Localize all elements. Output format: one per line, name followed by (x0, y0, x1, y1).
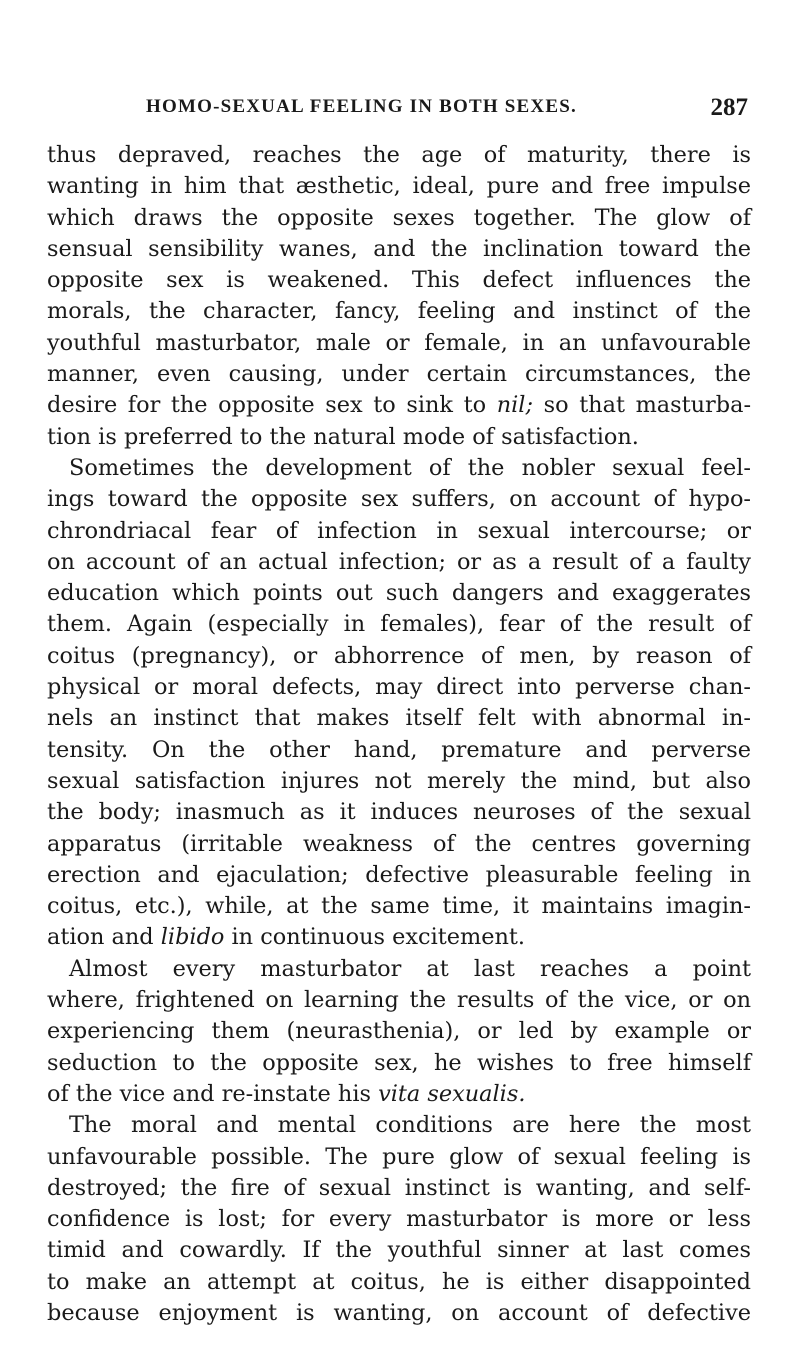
text-segment: where, frightened on learning the results of the vice, or on (47, 987, 751, 1014)
text-segment: sensual sensibility wanes, and the inclination toward the (47, 235, 751, 262)
text-segment: coitus, etc.), while, at the same time, it maintains imagin- (47, 893, 751, 920)
text-line (47, 516, 751, 547)
text-segment: coitus (pregnancy), or abhorrence of men, by reason of (47, 642, 751, 669)
text-line (47, 735, 751, 766)
text-line (47, 860, 751, 891)
text-line (47, 922, 751, 953)
text-segment: seduction to the opposite sex, he wishes to free himself (47, 1049, 751, 1076)
text-segment: confidence is lost; for every masturbator is more or less (47, 1206, 751, 1233)
text-line (47, 1048, 751, 1079)
text-line (47, 359, 751, 390)
text-line (47, 453, 751, 484)
text-line (47, 829, 751, 860)
text-segment: opposite sex is weakened. This defect influences the (47, 267, 751, 294)
text-segment: morals, the character, fancy, feeling and instinct of the (47, 298, 751, 325)
text-segment: erection and ejaculation; defective pleasurable feeling in (47, 861, 751, 888)
text-segment: tion is preferred to the natural mode of satisfaction. (47, 423, 639, 450)
text-segment: them. Again (especially in females), fear of the result of (47, 611, 751, 638)
text-line (47, 1142, 751, 1173)
italic-text: nil; (496, 392, 533, 419)
text-segment: the body; inasmuch as it induces neuroses of the sexual (47, 799, 751, 826)
text-line (47, 703, 751, 734)
text-line (47, 140, 751, 171)
text-line (47, 797, 751, 828)
text-segment: Sometimes the development of the nobler sexual feel- (69, 454, 751, 481)
text-line (47, 954, 751, 985)
page-header (146, 94, 748, 124)
text-segment: desire for the opposite sex to sink to (47, 392, 497, 419)
text-segment: sexual satisfaction injures not merely the mind, but also (47, 767, 751, 794)
text-line (47, 1016, 751, 1047)
body-text (47, 140, 751, 1329)
text-segment: which draws the opposite sexes together. The glow of (47, 204, 751, 231)
text-line (47, 672, 751, 703)
text-segment: chrondriacal fear of infection in sexual intercourse; or (47, 517, 751, 544)
italic-text: vita sexualis. (378, 1080, 526, 1107)
text-segment: in continuous excitement. (224, 924, 526, 951)
text-line (47, 484, 751, 515)
text-line (47, 547, 751, 578)
text-line (47, 390, 751, 421)
text-line (47, 641, 751, 672)
text-segment: physical or moral defects, may direct into perverse chan- (47, 674, 751, 701)
text-segment: to make an attempt at coitus, he is either disappointed (47, 1268, 751, 1295)
text-line (47, 578, 751, 609)
text-line (47, 766, 751, 797)
text-segment: destroyed; the fire of sexual instinct is wanting, and self- (47, 1174, 751, 1201)
text-segment: so that masturba- (533, 392, 752, 419)
text-segment: on account of an actual infection; or as a result of a faulty (47, 548, 751, 575)
text-segment: tensity. On the other hand, premature and perverse (47, 736, 751, 763)
text-segment: Almost every masturbator at last reaches a point (69, 955, 751, 982)
text-line (47, 1235, 751, 1266)
text-segment: thus depraved, reaches the age of maturity, there is (47, 142, 751, 168)
text-line (47, 234, 751, 265)
text-line (47, 422, 751, 453)
running-head: HOMO-SEXUAL FEELING IN BOTH SEXES. (146, 96, 577, 117)
text-segment: education which points out such dangers and exaggerates (47, 580, 751, 607)
text-line (47, 296, 751, 327)
text-line (47, 1298, 751, 1329)
text-segment: manner, even causing, under certain circumstances, the (47, 361, 751, 388)
text-segment: wanting in him that æsthetic, ideal, pure and free impulse (47, 173, 751, 200)
text-line (47, 1110, 751, 1141)
text-line (47, 1204, 751, 1235)
text-line (47, 891, 751, 922)
text-line (47, 1267, 751, 1298)
text-line (47, 171, 751, 202)
text-segment: youthful masturbator, male or female, in an unfavourable (47, 329, 751, 356)
text-line (47, 265, 751, 296)
text-segment: nels an instinct that makes itself felt with abnormal in- (47, 705, 751, 732)
text-line (47, 203, 751, 234)
text-segment: unfavourable possible. The pure glow of sexual feeling is (47, 1143, 751, 1170)
text-segment: of the vice and re-instate his (47, 1080, 379, 1107)
text-line (47, 609, 751, 640)
text-line (47, 328, 751, 359)
text-line (47, 1173, 751, 1204)
text-segment: apparatus (irritable weakness of the centres governing (47, 830, 751, 857)
italic-text: libido (160, 924, 225, 951)
text-segment: because enjoyment is wanting, on account of defective (47, 1299, 751, 1326)
text-segment: ation and (47, 924, 161, 951)
text-segment: timid and cowardly. If the youthful sinner at last comes (47, 1237, 751, 1264)
text-segment: experiencing them (neurasthenia), or led by example or (47, 1018, 751, 1045)
text-segment: ings toward the opposite sex suffers, on account of hypo- (47, 486, 751, 513)
text-line (47, 1079, 751, 1110)
text-segment: The moral and mental conditions are here the most (69, 1112, 751, 1139)
text-line (47, 985, 751, 1016)
page-number: 287 (710, 94, 748, 121)
